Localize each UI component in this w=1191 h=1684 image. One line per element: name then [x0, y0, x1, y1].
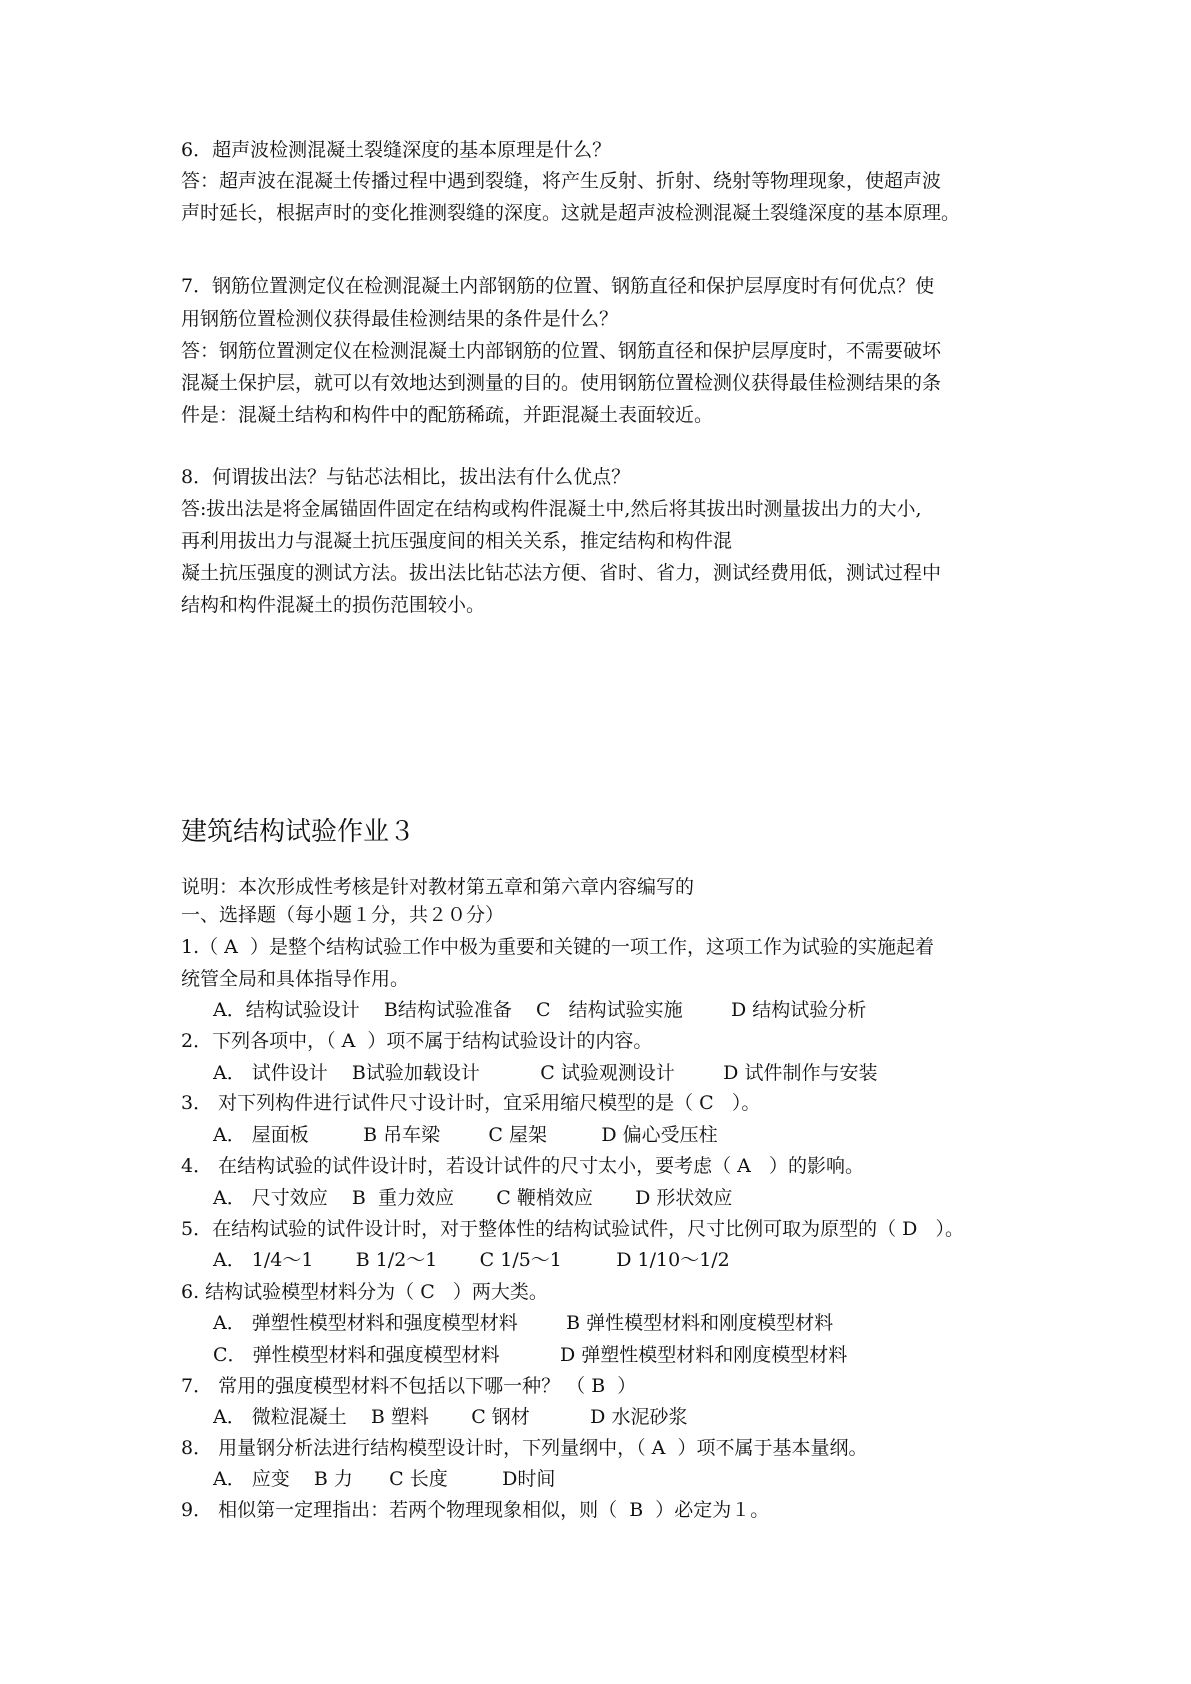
question-8: 8．何谓拔出法？与钻芯法相比，拔出法有什么优点？	[181, 466, 631, 488]
mcq-7: 7． 常用的强度模型材料不包括以下哪一种？ （ B ）	[181, 1375, 637, 1397]
assignment-note: 说明：本次形成性考核是针对教材第五章和第六章内容编写的	[181, 876, 695, 898]
mcq-4: 4． 在结构试验的试件设计时，若设计试件的尺寸太小，要考虑（ A ）的影响。	[181, 1155, 865, 1177]
section-heading: 一、选择题（每小题１分，共２０分）	[181, 904, 505, 926]
mcq-2: 2．下列各项中，（ A ）项不属于结构试验设计的内容。	[181, 1030, 653, 1052]
question-7-line-2: 用钢筋位置检测仪获得最佳检测结果的条件是什么？	[181, 308, 619, 330]
assignment-title: 建筑结构试验作业３	[181, 817, 416, 847]
answer-7-line-1: 答：钢筋位置测定仪在检测混凝土内部钢筋的位置、钢筋直径和保护层厚度时，不需要破坏	[181, 340, 942, 362]
mcq-1-line-1: 1.（ A ）是整个结构试验工作中极为重要和关键的一项工作，这项工作为试验的实施起着	[181, 936, 934, 958]
question-7-line-1: 7．钢筋位置测定仪在检测混凝土内部钢筋的位置、钢筋直径和保护层厚度时有何优点？使	[181, 275, 935, 297]
answer-6-line-2: 声时延长，根据声时的变化推测裂缝的深度。这就是超声波检测混凝土裂缝深度的基本原理。	[181, 202, 961, 224]
mcq-3: 3． 对下列构件进行试件尺寸设计时，宜采用缩尺模型的是（ C ）。	[181, 1092, 761, 1114]
answer-7-line-3: 件是：混凝土结构和构件中的配筋稀疏，并距混凝土表面较近。	[181, 404, 714, 426]
mcq-5-options: A． 1/4～1 B 1/2～1 C 1/5～1 D 1/10～1/2	[213, 1249, 730, 1271]
mcq-6: 6. 结构试验模型材料分为（ C ）两大类。	[181, 1281, 548, 1303]
answer-8-line-1: 答:拔出法是将金属锚固件固定在结构或构件混凝土中,然后将其拔出时测量拔出力的大小,	[181, 498, 922, 520]
mcq-1-line-2: 统管全局和具体指导作用。	[181, 968, 410, 990]
answer-8-line-2: 再利用拔出力与混凝土抗压强度间的相关关系，推定结构和构件混	[181, 530, 733, 552]
mcq-3-options: A． 屋面板 B 吊车梁 C 屋架 D 偏心受压柱	[213, 1124, 718, 1146]
mcq-6-options-1: A． 弹塑性模型材料和强度模型材料 B 弹性模型材料和刚度模型材料	[213, 1312, 834, 1334]
mcq-8-options: A． 应变 B 力 C 长度 D时间	[213, 1468, 556, 1490]
mcq-6-options-2: C． 弹性模型材料和强度模型材料 D 弹塑性模型材料和刚度模型材料	[213, 1344, 848, 1366]
mcq-2-options: A． 试件设计 B试验加载设计 C 试验观测设计 D 试件制作与安装	[213, 1062, 878, 1084]
mcq-4-options: A． 尺寸效应 B 重力效应 C 鞭梢效应 D 形状效应	[213, 1187, 733, 1209]
answer-7-line-2: 混凝土保护层，就可以有效地达到测量的目的。使用钢筋位置检测仪获得最佳检测结果的条	[181, 372, 942, 394]
mcq-7-options: A． 微粒混凝土 B 塑料 C 钢材 D 水泥砂浆	[213, 1406, 688, 1428]
mcq-5: 5．在结构试验的试件设计时，对于整体性的结构试验试件，尺寸比例可取为原型的（ D ）。	[181, 1218, 964, 1240]
mcq-9: 9． 相似第一定理指出：若两个物理现象相似，则（ B ）必定为１。	[181, 1499, 770, 1521]
answer-6-line-1: 答：超声波在混凝土传播过程中遇到裂缝，将产生反射、折射、绕射等物理现象，使超声波	[181, 170, 942, 192]
question-6: 6．超声波检测混凝土裂缝深度的基本原理是什么？	[181, 139, 612, 161]
mcq-8: 8． 用量钢分析法进行结构模型设计时，下列量纲中，（ A ）项不属于基本量纲。	[181, 1437, 868, 1459]
mcq-1-options: A．结构试验设计 B结构试验准备 C 结构试验实施 D 结构试验分析	[213, 999, 867, 1021]
answer-8-line-4: 结构和构件混凝土的损伤范围较小。	[181, 594, 486, 616]
answer-8-line-3: 凝土抗压强度的测试方法。拔出法比钻芯法方便、省时、省力，测试经费用低，测试过程中	[181, 562, 942, 584]
